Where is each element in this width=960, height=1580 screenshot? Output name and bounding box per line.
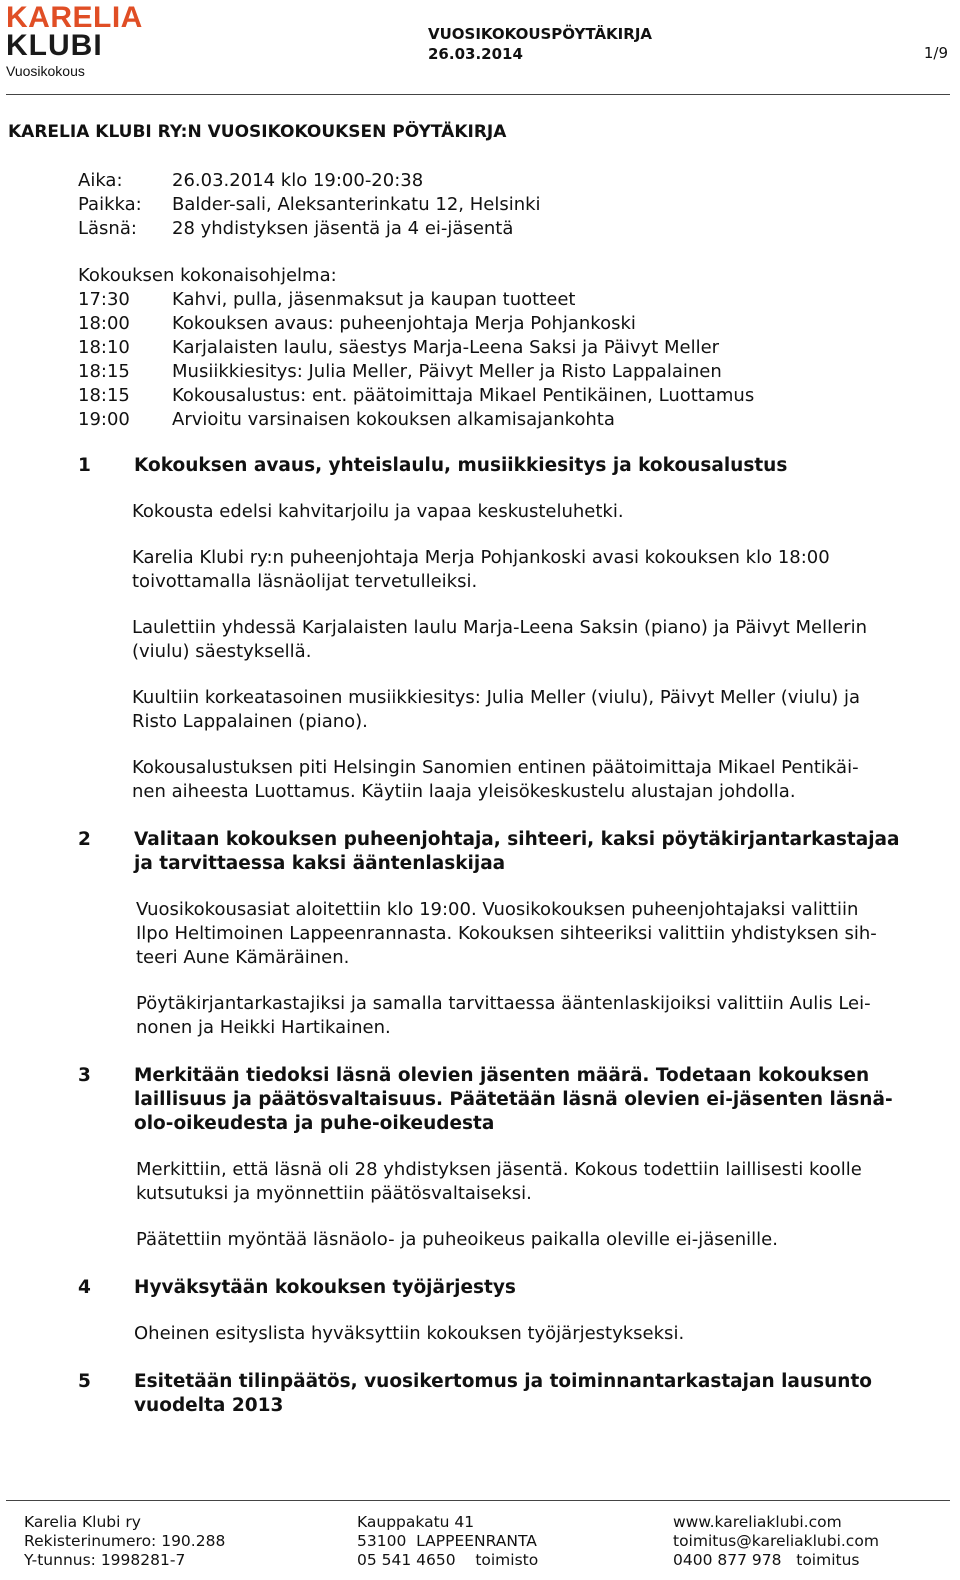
agenda-item: [78, 312, 754, 336]
text-line: Kuultiin korkeatasoinen musiikkiesitys: Julia Meller (viulu), Päivyt Meller (viulu) ja: [132, 687, 861, 708]
text-line: Vuosikokousasiat aloitettiin klo 19:00. Vuosikokouksen puheenjohtajaksi valittiin: [136, 899, 859, 920]
section-body: [78, 1322, 948, 1346]
agenda-item: [78, 384, 754, 408]
section-title: [134, 828, 900, 876]
agenda-item: [78, 408, 754, 432]
agenda-time: 18:10: [78, 337, 130, 358]
section-number: 5: [78, 1371, 91, 1392]
text-line: Laulettiin yhdessä Karjalaisten laulu Marja-Leena Saksin (piano) ja Päivyt Mellerin: [132, 617, 867, 638]
section-heading: [78, 828, 948, 876]
footer-line: 53100 LAPPEENRANTA: [357, 1532, 537, 1550]
info-label: Paikka:: [78, 194, 142, 215]
page-number: 1/9: [923, 44, 948, 62]
footer-line: Karelia Klubi ry: [24, 1513, 141, 1531]
info-label: Läsnä:: [78, 218, 137, 239]
section-number: 4: [78, 1277, 91, 1298]
document-title-block: [428, 24, 652, 64]
section-number: 1: [78, 455, 91, 476]
section-heading: [78, 1064, 948, 1136]
agenda-time: 17:30: [78, 289, 130, 310]
section-1: [78, 454, 948, 804]
footer-divider: [6, 1500, 950, 1501]
text-line: Merkittiin, että läsnä oli 28 yhdistyksen jäsentä. Kokous todettiin laillisesti koolle: [136, 1159, 862, 1180]
text-line: kutsutuksi ja myönnettiin päätösvaltaiseksi.: [136, 1183, 532, 1204]
agenda-text: Kahvi, pulla, jäsenmaksut ja kaupan tuotteet: [172, 289, 576, 310]
document-type: VUOSIKOKOUSPÖYTÄKIRJA: [428, 25, 653, 43]
text-line: Risto Lappalainen (piano).: [132, 711, 368, 732]
text-line: Oheinen esityslista hyväksyttiin kokouksen työjärjestykseksi.: [134, 1323, 685, 1344]
paragraph: [132, 686, 948, 734]
section-title-line: Esitetään tilinpäätös, vuosikertomus ja toiminnantarkastajan lausunto: [134, 1371, 872, 1392]
footer-contact: [673, 1513, 879, 1570]
paragraph: [134, 1322, 948, 1346]
section-2: [78, 828, 948, 1040]
agenda-time: 19:00: [78, 409, 130, 430]
section-title: [134, 1276, 516, 1300]
section-title-line: Valitaan kokouksen puheenjohtaja, sihteeri, kaksi pöytäkirjantarkastajaa: [134, 829, 900, 850]
agenda-time: 18:15: [78, 361, 130, 382]
agenda-item: [78, 288, 754, 312]
text-line: Kokousalustuksen piti Helsingin Sanomien entinen päätoimittaja Mikael Pentikäi-: [132, 757, 859, 778]
section-title-line: olo-oikeudesta ja puhe-oikeudesta: [134, 1113, 495, 1134]
section-heading: [78, 454, 948, 478]
agenda-item: [78, 360, 754, 384]
paragraph: [136, 898, 948, 970]
text-line: Kokousta edelsi kahvitarjoilu ja vapaa keskusteluhetki.: [132, 501, 624, 522]
text-line: Pöytäkirjantarkastajiksi ja samalla tarvittaessa ääntenlaskijoiksi valittiin Aulis Lei-: [136, 993, 871, 1014]
section-title-line: vuodelta 2013: [134, 1395, 284, 1416]
section-number: 2: [78, 829, 91, 850]
footer-line: 0400 877 978 toimitus: [673, 1551, 860, 1569]
info-row: [78, 193, 541, 217]
footer-line: Rekisterinumero: 190.288: [24, 1532, 226, 1550]
section-body: [78, 898, 948, 1040]
section-title-line: Merkitään tiedoksi läsnä olevien jäsenten määrä. Todetaan kokouksen: [134, 1065, 870, 1086]
karelia-klubi-logo: [6, 1, 143, 79]
section-title-line: Kokouksen avaus, yhteislaulu, musiikkiesitys ja kokousalustus: [134, 455, 788, 476]
agenda-time: 18:00: [78, 313, 130, 334]
info-row: [78, 169, 541, 193]
info-label: Aika:: [78, 170, 123, 191]
paragraph: [136, 992, 948, 1040]
page-title: KARELIA KLUBI RY:N VUOSIKOKOUKSEN PÖYTÄKIRJA: [8, 122, 507, 142]
section-title-line: laillisuus ja päätösvaltaisuus. Päätetään läsnä olevien ei-jäsenten läsnä-: [134, 1089, 893, 1110]
text-line: Karelia Klubi ry:n puheenjohtaja Merja Pohjankoski avasi kokouksen klo 18:00: [132, 547, 830, 568]
paragraph: [136, 1158, 948, 1206]
info-value: 28 yhdistyksen jäsentä ja 4 ei-jäsentä: [172, 218, 514, 239]
document-date: 26.03.2014: [428, 45, 523, 63]
section-title: [134, 1370, 872, 1418]
page-header: [0, 0, 960, 96]
footer-address: [357, 1513, 538, 1570]
section-4: [78, 1276, 948, 1346]
text-line: toivottamalla läsnäolijat tervetulleiksi.: [132, 571, 478, 592]
section-3: [78, 1064, 948, 1252]
footer-email: toimitus@kareliaklubi.com: [673, 1532, 879, 1550]
agenda-heading: Kokouksen kokonaisohjelma:: [78, 265, 337, 286]
header-divider: [6, 94, 950, 95]
section-heading: [78, 1370, 948, 1418]
text-line: nen aiheesta Luottamus. Käytiin laaja yleisökeskustelu alustajan johdolla.: [132, 781, 796, 802]
text-line: (viulu) säestyksellä.: [132, 641, 312, 662]
text-line: teeri Aune Kämäräinen.: [136, 947, 350, 968]
meeting-info: [78, 169, 541, 241]
footer-line: Y-tunnus: 1998281-7: [24, 1551, 186, 1569]
agenda-time: 18:15: [78, 385, 130, 406]
section-body: [78, 500, 948, 804]
paragraph: [132, 616, 948, 664]
section-title: [134, 454, 787, 478]
info-value: 26.03.2014 klo 19:00-20:38: [172, 170, 424, 191]
paragraph: [132, 500, 948, 524]
agenda-text: Arvioitu varsinaisen kokouksen alkamisajankohta: [172, 409, 615, 430]
info-row: [78, 217, 541, 241]
agenda-text: Kokousalustus: ent. päätoimittaja Mikael Pentikäinen, Luottamus: [172, 385, 755, 406]
section-heading: [78, 1276, 948, 1300]
paragraph: [132, 756, 948, 804]
minutes-sections: [78, 454, 948, 1418]
agenda-text: Kokouksen avaus: puheenjohtaja Merja Pohjankoski: [172, 313, 636, 334]
logo-subtitle: Vuosikokous: [6, 63, 85, 79]
logo-text-klubi: KLUBI: [6, 29, 103, 62]
text-line: Päätettiin myöntää läsnäolo- ja puheoikeus paikalla oleville ei-jäsenille.: [136, 1229, 778, 1250]
agenda-text: Musiikkiesitys: Julia Meller, Päivyt Meller ja Risto Lappalainen: [172, 361, 722, 382]
footer-website: www.kareliaklubi.com: [673, 1513, 842, 1531]
footer-line: Kauppakatu 41: [357, 1513, 475, 1531]
section-5: [78, 1370, 948, 1418]
section-title-line: Hyväksytään kokouksen työjärjestys: [134, 1277, 516, 1298]
agenda-item: [78, 336, 754, 360]
meeting-agenda: [78, 264, 754, 432]
logo-text-karelia: KARELIA: [6, 1, 143, 34]
section-title: [134, 1064, 893, 1136]
section-number: 3: [78, 1065, 91, 1086]
info-value: Balder-sali, Aleksanterinkatu 12, Helsinki: [172, 194, 541, 215]
paragraph: [132, 546, 948, 594]
section-body: [78, 1158, 948, 1252]
text-line: nonen ja Heikki Hartikainen.: [136, 1017, 391, 1038]
agenda-text: Karjalaisten laulu, säestys Marja-Leena Saksi ja Päivyt Meller: [172, 337, 720, 358]
section-title-line: ja tarvittaessa kaksi ääntenlaskijaa: [134, 853, 506, 874]
footer-organization: [24, 1513, 225, 1570]
paragraph: [136, 1228, 948, 1252]
footer-line: 05 541 4650 toimisto: [357, 1551, 539, 1569]
text-line: Ilpo Heltimoinen Lappeenrannasta. Kokouksen sihteeriksi valittiin yhdistyksen sih-: [136, 923, 877, 944]
